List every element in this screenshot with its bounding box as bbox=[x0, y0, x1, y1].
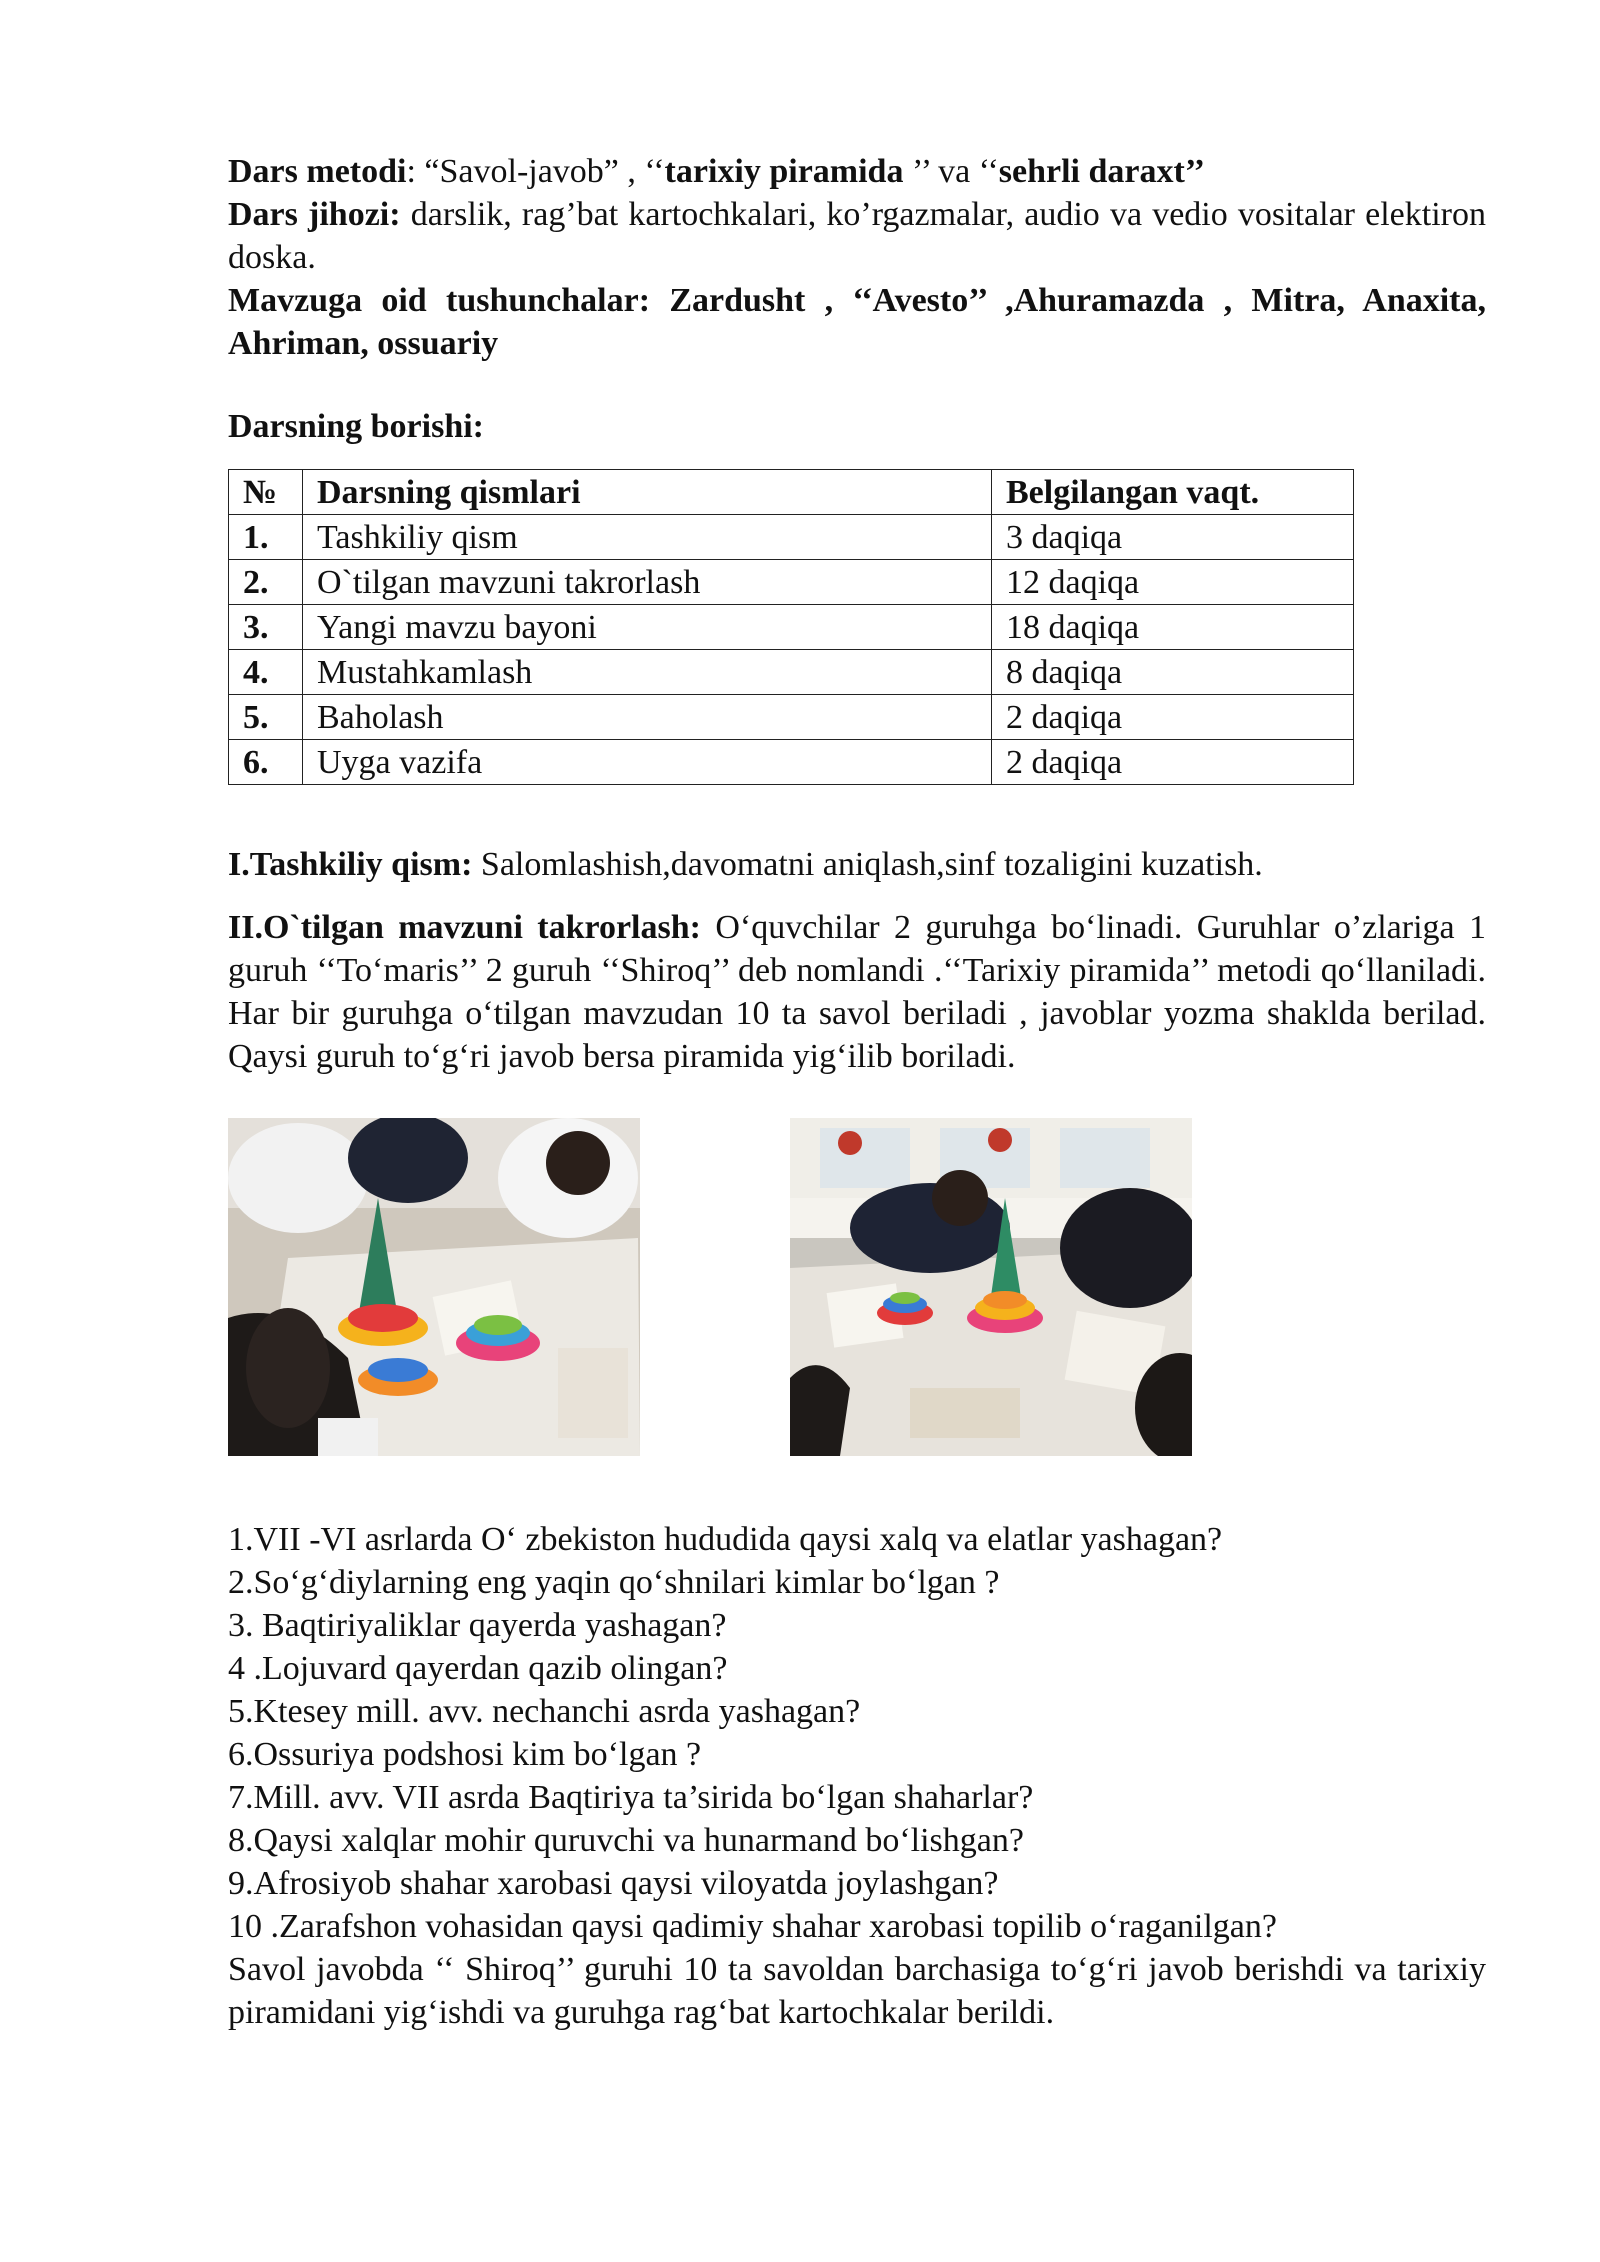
row-num: 1. bbox=[229, 515, 303, 560]
list-item: 4 .Lojuvard qayerdan qazib olingan? bbox=[228, 1650, 728, 1687]
row-time: 2 daqiqa bbox=[992, 740, 1354, 785]
list-item: 2.So‘g‘diylarning eng yaqin qo‘shnilari kimlar bo‘lgan ? bbox=[228, 1564, 1000, 1601]
spacer bbox=[228, 365, 1486, 405]
equipment-text: darslik, rag’bat kartochkalari, ko’rgazmalar, audio va vedio vositalar elektiron doska. bbox=[228, 196, 1486, 276]
list-item: 6.Ossuriya podshosi kim bo‘lgan ? bbox=[228, 1736, 702, 1773]
table-row bbox=[229, 740, 1354, 785]
row-time: 3 daqiqa bbox=[992, 515, 1354, 560]
method-bold-2: sehrli daraxt’’ bbox=[998, 153, 1205, 190]
section2-text: O‘quvchilar 2 guruhga bo‘linadi. Guruhlar o’zlariga 1 guruh ‘‘To‘maris’’ 2 guruh ‘‘Shiroq’’ deb nomlandi .‘‘Tarixiy piramida’’ metodi qo‘llaniladi. Har bir guruhga o‘tilgan mavzudan 10 ta savol beriladi , javoblar yozma shaklda berilad. Qaysi guruh to‘g‘ri javob bersa piramida yig‘ilib boriladi. bbox=[228, 909, 1486, 1075]
classroom-photo-1 bbox=[228, 1118, 640, 1456]
spacer bbox=[228, 886, 1486, 906]
document-page bbox=[228, 150, 1486, 2034]
section1-paragraph bbox=[228, 843, 1486, 886]
list-item: 8.Qaysi xalqlar mohir quruvchi va hunarmand bo‘lishgan? bbox=[228, 1822, 1024, 1859]
row-time: 12 daqiqa bbox=[992, 560, 1354, 605]
list-item: 7.Mill. avv. VII asrda Baqtiriya ta’sirida bo‘lgan shaharlar? bbox=[228, 1779, 1034, 1816]
row-time: 18 daqiqa bbox=[992, 605, 1354, 650]
classroom-photo-2 bbox=[790, 1118, 1192, 1456]
method-line bbox=[228, 150, 1486, 193]
row-time: 2 daqiqa bbox=[992, 695, 1354, 740]
table-row bbox=[229, 695, 1354, 740]
row-time: 8 daqiqa bbox=[992, 650, 1354, 695]
method-label: Dars metodi bbox=[228, 153, 407, 190]
questions-list bbox=[228, 1518, 1486, 1948]
row-part: Uyga vazifa bbox=[303, 740, 992, 785]
table-row bbox=[229, 515, 1354, 560]
lesson-flow-heading: Darsning borishi: bbox=[228, 408, 484, 445]
row-num: 4. bbox=[229, 650, 303, 695]
row-part: Mustahkamlash bbox=[303, 650, 992, 695]
concepts-paragraph: Mavzuga oid tushunchalar: Zardusht , ‘‘Avesto’’ ,Ahuramazda , Mitra, Anaxita, Ahriman, ossuariy bbox=[228, 282, 1486, 362]
list-item: 5.Ktesey mill. avv. nechanchi asrda yashagan? bbox=[228, 1693, 861, 1730]
method-sep: : “Savol-javob” , ‘‘ bbox=[406, 153, 665, 190]
row-part: O`tilgan mavzuni takrorlash bbox=[303, 560, 992, 605]
col-header-time: Belgilangan vaqt. bbox=[992, 470, 1354, 515]
list-item: 10 .Zarafshon vohasidan qaysi qadimiy shahar xarobasi topilib o‘raganilgan? bbox=[228, 1908, 1277, 1945]
col-header-part: Darsning qismlari bbox=[303, 470, 992, 515]
table-header-row bbox=[229, 470, 1354, 515]
table-row bbox=[229, 650, 1354, 695]
spacer bbox=[228, 785, 1486, 843]
equipment-label: Dars jihozi: bbox=[228, 196, 401, 233]
method-bold-1: tarixiy piramida bbox=[664, 153, 904, 190]
section2-paragraph bbox=[228, 906, 1486, 1078]
list-item: 9.Afrosiyob shahar xarobasi qaysi viloyatda joylashgan? bbox=[228, 1865, 999, 1902]
section1-label: I.Tashkiliy qism: bbox=[228, 846, 473, 883]
col-header-num: № bbox=[229, 470, 303, 515]
row-part: Yangi mavzu bayoni bbox=[303, 605, 992, 650]
conclusion-paragraph: Savol javobda ‘‘ Shiroq’’ guruhi 10 ta savoldan barchasiga to‘g‘ri javob berishdi va tarixiy piramidani yig‘ishdi va guruhga rag‘bat kartochkalar berildi. bbox=[228, 1951, 1486, 2031]
equipment-paragraph bbox=[228, 193, 1486, 279]
photos-row bbox=[228, 1118, 1486, 1458]
row-num: 2. bbox=[229, 560, 303, 605]
table-row bbox=[229, 605, 1354, 650]
method-mid: ’’ va ‘‘ bbox=[903, 153, 999, 190]
classroom-photo-2-image bbox=[790, 1118, 1192, 1456]
row-num: 5. bbox=[229, 695, 303, 740]
classroom-photo-1-image bbox=[228, 1118, 640, 1456]
row-part: Baholash bbox=[303, 695, 992, 740]
list-item: 3. Baqtiriyaliklar qayerda yashagan? bbox=[228, 1607, 727, 1644]
row-part: Tashkiliy qism bbox=[303, 515, 992, 560]
list-item: 1.VII -VI asrlarda O‘ zbekiston hududida qaysi xalq va elatlar yashagan? bbox=[228, 1521, 1223, 1558]
row-num: 3. bbox=[229, 605, 303, 650]
table-row bbox=[229, 560, 1354, 605]
section2-label: II.O`tilgan mavzuni takrorlash: bbox=[228, 909, 701, 946]
row-num: 6. bbox=[229, 740, 303, 785]
section1-text: Salomlashish,davomatni aniqlash,sinf tozaligini kuzatish. bbox=[472, 846, 1263, 883]
lesson-flow-table bbox=[228, 469, 1354, 785]
